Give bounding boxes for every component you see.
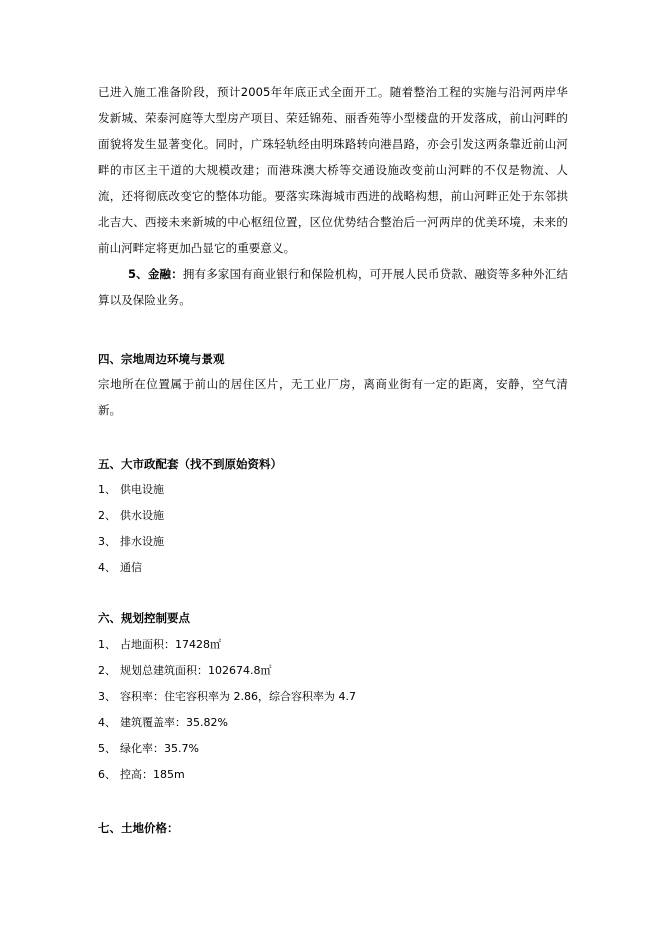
list-item-number: 5、 (98, 742, 116, 755)
intro-paragraph: 已进入施工准备阶段，预计2005年年底正式全面开工。随着整治工程的实施与沿河两岸华发新城、荣泰河庭等大型房产项目、荣廷锦苑、丽香苑等小型楼盘的开发落成，前山河畔的面貌将发生显著变化。同时，广珠轻轨经由明珠路转向港昌路，亦会引发这两条靠近前山河畔的市区主干道的大规模改建；而港珠澳大桥等交通设施改变前山河畔的不仅是物流、人流，还将彻底改变它的整体功能。要落实珠海城市西进的战略构想，前山河畔正处于东邻拱北吉大、西接未来新城的中心枢纽位置，区位优势结合整治后一河两岸的优美环境，未来的前山河畔定将更加凸显它的重要意义。 (98, 85, 568, 255)
finance-paragraph (98, 261, 568, 313)
list-item-text: 排水设施 (120, 535, 164, 548)
section-4-paragraph: 宗地所在位置属于前山的居住区片，无工业厂房，离商业街有一定的距离，安静，空气清新。 (98, 377, 568, 417)
list-item-number: 6、 (98, 768, 116, 781)
list-item-number: 4、 (98, 716, 116, 729)
list-item-text: 控高：185m (120, 768, 185, 781)
list-item-number: 2、 (98, 664, 116, 677)
section-7-heading: 七、土地价格： (98, 821, 179, 835)
list-item (98, 658, 356, 684)
list-item-text: 容积率：住宅容积率为 2.86，综合容积率为 4.7 (120, 690, 356, 703)
list-item-text: 供电设施 (120, 483, 164, 496)
section-4-heading: 四、宗地周边环境与景观 (98, 352, 225, 366)
list-item (98, 762, 356, 788)
list-item-number: 1、 (98, 483, 116, 496)
list-item-number: 3、 (98, 690, 116, 703)
finance-text: 拥有多家国有商业银行和保险机构，可开展人民币贷款、融资等多种外汇结算以及保险业务。 (98, 267, 568, 307)
list-item-text: 规划总建筑面积：102674.8㎡ (120, 664, 272, 677)
section-6-heading: 六、规划控制要点 (98, 611, 190, 625)
list-item-number: 3、 (98, 535, 116, 548)
list-item (98, 736, 356, 762)
list-item-number: 4、 (98, 561, 116, 574)
list-item (98, 555, 164, 581)
list-item-text: 通信 (120, 561, 142, 574)
list-item-text: 建筑覆盖率：35.82% (120, 716, 228, 729)
section-5-heading: 五、大市政配套（找不到原始资料） (98, 457, 282, 471)
list-item-number: 2、 (98, 509, 116, 522)
list-item (98, 529, 164, 555)
list-item-text: 供水设施 (120, 509, 164, 522)
list-item (98, 710, 356, 736)
list-item (98, 477, 164, 503)
list-item-text: 绿化率：35.7% (120, 742, 199, 755)
section-5-list (98, 477, 164, 581)
list-item-number: 1、 (98, 638, 116, 651)
list-item (98, 632, 356, 658)
list-item (98, 684, 356, 710)
list-item (98, 503, 164, 529)
section-6-list (98, 632, 356, 788)
finance-lead: 5、金融： (128, 267, 183, 281)
list-item-text: 占地面积：17428㎡ (120, 638, 221, 651)
